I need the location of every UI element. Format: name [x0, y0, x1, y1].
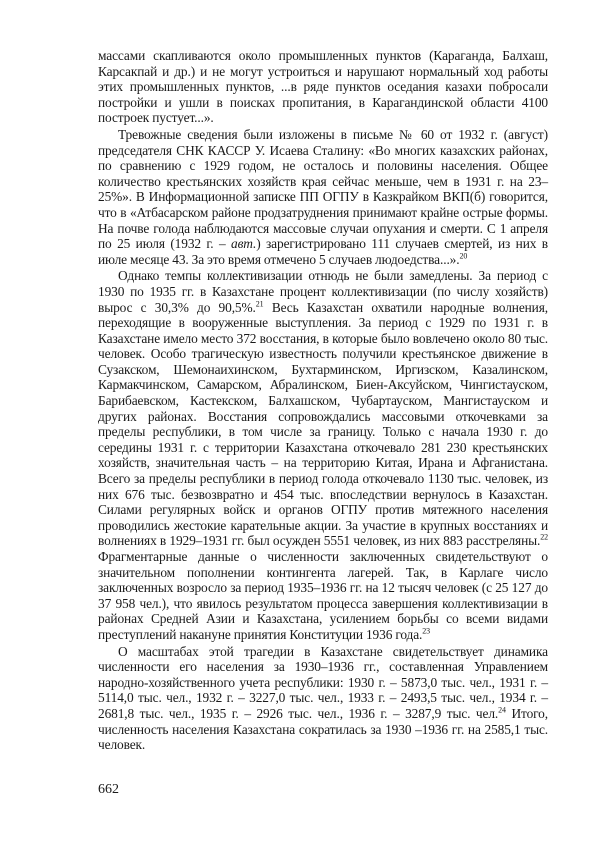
- text-run: Весь Казахстан охватили народные волнения, переходящие в вооруженные выступления. За период с 1929 по 1931 г. в Казахстане имело место 372 восстания, в которые было вовлечено около 80 тыс. человек. Особо трагическую известность получили крестьянское движение в Сузакском, Шемонаихинском, Бухтарминском, Иргизском, Казалинском, Кармакчинском, Самарском, Абралинском, Биен-Аксуйском, Чингистауском, Барибаевском, Кастекском, Балхашском, Чубартауском, Мангистауском и других районах. Восстания сопровождались массовыми откочевками за пределы республики, в том числе за границу. Только с начала 1930 г. до середины 1931 г. с территории Казахстана откочевало 281 230 крестьянских хозяйств, значительная часть – на территорию Китая, Ирана и Афганистана. Всего за пределы республики в период голода откочевало 1130 тыс. человек, из них 676 тыс. безвозвратно и 454 тыс. впоследствии вернулось в Казахстан. Силами регулярных войск и органов ОГПУ против мятежного населения проводились жестокие карательные акции. За участие в крупных восстаниях и волнениях в 1929–1931 гг. был осужден 5551 человек, из них 883 расстреляны.: [98, 299, 548, 549]
- text-run: Фрагментарные данные о численности заключенных свидетельствуют о значительном пополнении контингента лагерей. Так, в Карлаге число заключенных возросло за период 1935–1936 гг. на 12 тысяч человек (с 25 127 до 37 958 чел.), что явилось результатом процесса завершения коллективизации в районах Средней Азии и Казахстана, усилением борьбы со всеми видами преступлений накануне принятия Конституции 1936 года.: [98, 549, 548, 642]
- text-run: О масштабах этой трагедии в Казахстане свидетельствует динамика численности его населения за 1930–1936 гг., составленная Управлением народно-хозяйственного учета республики: 1930 г. – 5873,0 тыс. чел., 1931 г. – 5114,0 тыс. чел., 1932 г. – 3227,0 тыс. чел., 1933 г. – 2493,5 тыс. чел., 1934 г. – 2681,8 тыс. чел., 1935 г. – 2926 тыс. чел., 1936 г. – 3287,9 тыс. чел.: [98, 643, 548, 721]
- footnote-ref-20: 20: [459, 251, 468, 261]
- paragraph-2: [98, 127, 548, 267]
- text-run: массами скапливаются около промышленных пунктов (Караганда, Балхаш, Карсакпай и др.) и не могут устроиться и нарушают нормальный ход работы этих промышленных пунктов, ...в ряде пунктов оседания казахи побросали постройки и ушли в поисках пропитания, в Карагандинской области 4100 построек пустует...».: [98, 48, 548, 126]
- text-run: Тревожные сведения были изложены в письме № 60 от 1932 г. (август) председателя СНК КАССР У. Исаева Сталину: «Во многих казахских районах, по сравнению с 1929 годом, не осталось и половины населения. Общее количество крестьянских хозяйств края сейчас меньше, чем в 1931 г. на 23–25%». В Информационной записке ПП ОГПУ в Казкрайком ВКП(б) говорится, что в «Атбасарском районе продзатруднения принимают крайне острые формы. На почве голода наблюдаются массовые случаи опухания и смерти. С 1 апреля по 25 июля (1932 г. –: [98, 126, 548, 252]
- italic-text: авт.: [231, 236, 257, 252]
- page-number: 662: [98, 782, 119, 797]
- footnote-ref-23: 23: [422, 626, 431, 636]
- text-run: Итого, численность населения Казахстана сократилась за 1930 –1936 гг. на 2585,1 тыс. человек.: [98, 705, 548, 753]
- body-text: [98, 48, 548, 753]
- paragraph-1: [98, 48, 548, 126]
- footnote-ref-24: 24: [498, 705, 506, 715]
- footnote-ref-22: 22: [540, 532, 548, 542]
- paragraph-3: [98, 268, 548, 642]
- text-run: ) зарегистрировано 111 случаев смертей, из них в июле месяце 43. За это время отмечено 5 случаев людоедства...».: [98, 236, 548, 267]
- text-run: Однако темпы коллективизации отнюдь не были замедлены. За период с 1930 по 1935 гг. в Казахстане процент коллективизации (по числу хозяйств) вырос с 30,3% до 90,5%.: [98, 268, 548, 315]
- paragraph-4: [98, 644, 548, 753]
- footnote-ref-21: 21: [255, 299, 264, 309]
